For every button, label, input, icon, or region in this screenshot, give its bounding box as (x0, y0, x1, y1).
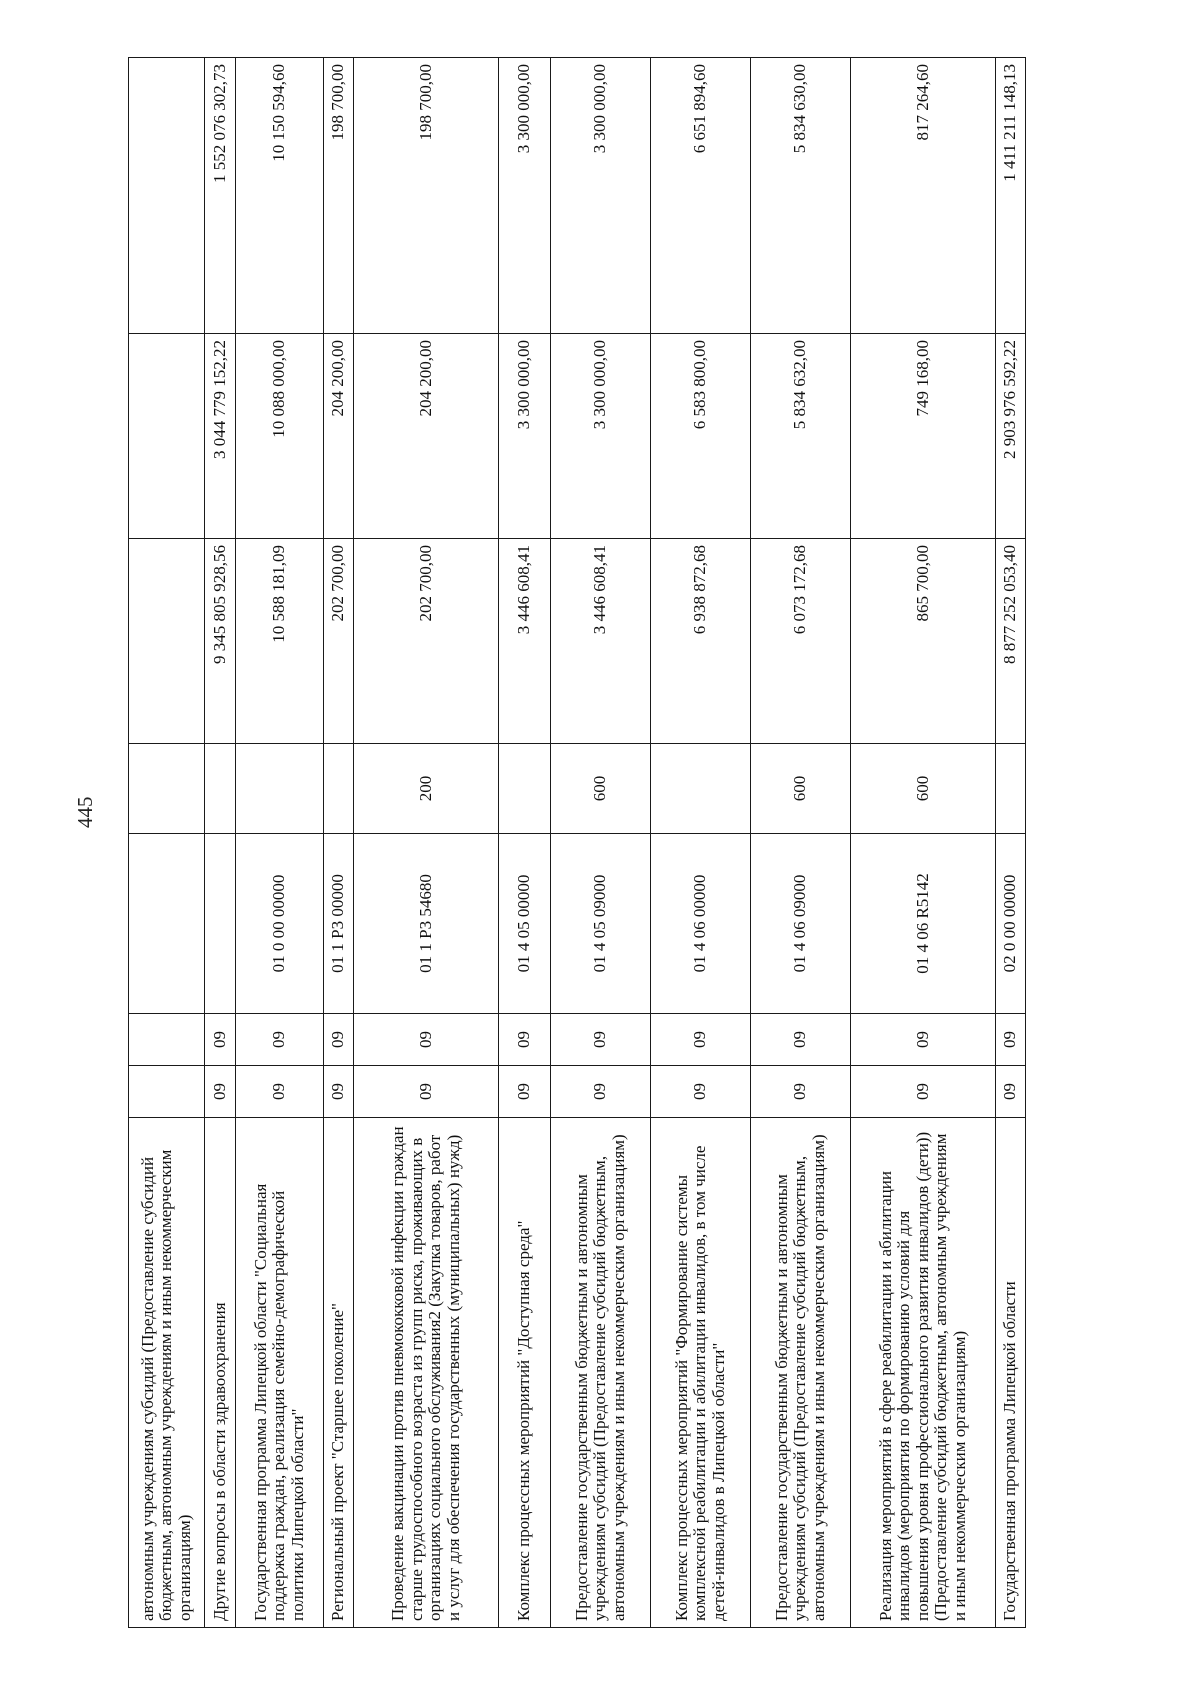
table-row (551, 58, 651, 1628)
row-sum-2: 10 088 000,00 (236, 334, 324, 539)
row-sum-2: 6 583 800,00 (651, 334, 751, 539)
row-name: Проведение вакцинации против пневмококковой инфекции граждан старше трудоспособного возраста из групп риска, проживающих в организациях социального обслуживания2 (Закупка товаров, работ и услуг для обеспечения государственных (муниципальных) нужд) (354, 1118, 499, 1628)
row-vr: 200 (354, 744, 499, 834)
table-row (996, 58, 1026, 1628)
row-glava: 09 (499, 1066, 551, 1118)
row-glava: 09 (651, 1066, 751, 1118)
row-name: автономным учреждениям субсидий (Предоставление субсидий бюджетным, автономным учреждениям и иным некоммерческим организациям) (129, 1118, 205, 1628)
row-csr: 01 1 P3 54680 (354, 834, 499, 1014)
row-sum-3: 198 700,00 (324, 58, 354, 334)
row-razdel: 09 (236, 1014, 324, 1066)
row-vr (651, 744, 751, 834)
row-vr (129, 744, 205, 834)
row-vr (499, 744, 551, 834)
row-sum-3: 5 834 630,00 (751, 58, 851, 334)
row-name: Другие вопросы в области здравоохранения (205, 1118, 236, 1628)
table-row (751, 58, 851, 1628)
row-sum-2: 3 044 779 152,22 (205, 334, 236, 539)
row-csr: 01 4 06 00000 (651, 834, 751, 1014)
row-vr (996, 744, 1026, 834)
row-razdel: 09 (551, 1014, 651, 1066)
row-name: Предоставление государственным бюджетным и автономным учреждениям субсидий (Предоставление субсидий бюджетным, автономным учреждениям и иным некоммерческим организациям) (751, 1118, 851, 1628)
row-sum-3: 3 300 000,00 (551, 58, 651, 334)
row-glava: 09 (851, 1066, 996, 1118)
row-razdel (129, 1014, 205, 1066)
table-row (499, 58, 551, 1628)
row-sum-2: 204 200,00 (354, 334, 499, 539)
row-name: Комплекс процессных мероприятий "Формирование системы комплексной реабилитации и абилитации инвалидов, в том числе детей-инвалидов в Липецкой области" (651, 1118, 751, 1628)
row-vr (236, 744, 324, 834)
row-razdel: 09 (851, 1014, 996, 1066)
row-sum-2: 5 834 632,00 (751, 334, 851, 539)
row-sum-1: 6 073 172,68 (751, 539, 851, 744)
row-glava: 09 (205, 1066, 236, 1118)
row-csr: 01 1 P3 00000 (324, 834, 354, 1014)
row-sum-3: 6 651 894,60 (651, 58, 751, 334)
table-row (354, 58, 499, 1628)
row-sum-3: 817 264,60 (851, 58, 996, 334)
row-glava (129, 1066, 205, 1118)
row-sum-1: 8 877 252 053,40 (996, 539, 1026, 744)
row-csr: 01 4 06 R5142 (851, 834, 996, 1014)
row-vr: 600 (851, 744, 996, 834)
row-glava: 09 (551, 1066, 651, 1118)
row-vr (205, 744, 236, 834)
row-razdel: 09 (996, 1014, 1026, 1066)
row-sum-1 (129, 539, 205, 744)
row-sum-2: 204 200,00 (324, 334, 354, 539)
row-name: Государственная программа Липецкой области (996, 1118, 1026, 1628)
row-razdel: 09 (205, 1014, 236, 1066)
row-name: Комплекс процессных мероприятий "Доступная среда" (499, 1118, 551, 1628)
page-number: 445 (73, 796, 97, 828)
row-name: Региональный проект "Старшее поколение" (324, 1118, 354, 1628)
row-csr: 01 4 05 09000 (551, 834, 651, 1014)
table-row (324, 58, 354, 1628)
row-sum-1: 10 588 181,09 (236, 539, 324, 744)
row-csr: 02 0 00 00000 (996, 834, 1026, 1014)
row-vr: 600 (751, 744, 851, 834)
row-sum-3 (129, 58, 205, 334)
row-sum-1: 202 700,00 (354, 539, 499, 744)
row-csr (129, 834, 205, 1014)
row-sum-1: 3 446 608,41 (499, 539, 551, 744)
row-name: Государственная программа Липецкой области "Социальная поддержка граждан, реализация семейно-демографической политики Липецкой области" (236, 1118, 324, 1628)
row-razdel: 09 (354, 1014, 499, 1066)
row-sum-1: 6 938 872,68 (651, 539, 751, 744)
row-sum-3: 1 411 211 148,13 (996, 58, 1026, 334)
table-row (236, 58, 324, 1628)
row-sum-3: 10 150 594,60 (236, 58, 324, 334)
row-glava: 09 (996, 1066, 1026, 1118)
row-sum-1: 3 446 608,41 (551, 539, 651, 744)
row-sum-2: 3 300 000,00 (551, 334, 651, 539)
row-sum-3: 1 552 076 302,73 (205, 58, 236, 334)
budget-table (128, 57, 1026, 1628)
row-csr: 01 4 06 09000 (751, 834, 851, 1014)
row-sum-2 (129, 334, 205, 539)
row-vr (324, 744, 354, 834)
row-vr: 600 (551, 744, 651, 834)
row-sum-1: 865 700,00 (851, 539, 996, 744)
table-row (205, 58, 236, 1628)
row-sum-2: 749 168,00 (851, 334, 996, 539)
row-glava: 09 (354, 1066, 499, 1118)
row-csr: 01 4 05 00000 (499, 834, 551, 1014)
row-razdel: 09 (751, 1014, 851, 1066)
row-name: Предоставление государственным бюджетным и автономным учреждениям субсидий (Предоставление субсидий бюджетным, автономным учреждениям и иным некоммерческим организациям) (551, 1118, 651, 1628)
row-name: Реализация мероприятий в сфере реабилитации и абилитации инвалидов (мероприятия по формированию условий для повышения уровня профессионального развития инвалидов (дети)) (Предоставление субсидий бюджетным, автономным учреждениям и иным некоммерческим организациям) (851, 1118, 996, 1628)
row-sum-2: 3 300 000,00 (499, 334, 551, 539)
row-sum-1: 202 700,00 (324, 539, 354, 744)
row-sum-3: 198 700,00 (354, 58, 499, 334)
row-razdel: 09 (651, 1014, 751, 1066)
table-row (651, 58, 751, 1628)
row-csr: 01 0 00 00000 (236, 834, 324, 1014)
rotated-table-container (128, 58, 1128, 1628)
table-row (129, 58, 205, 1628)
table-row (851, 58, 996, 1628)
row-sum-1: 9 345 805 928,56 (205, 539, 236, 744)
row-glava: 09 (236, 1066, 324, 1118)
row-glava: 09 (751, 1066, 851, 1118)
row-razdel: 09 (499, 1014, 551, 1066)
row-sum-3: 3 300 000,00 (499, 58, 551, 334)
row-razdel: 09 (324, 1014, 354, 1066)
row-sum-2: 2 903 976 592,22 (996, 334, 1026, 539)
row-glava: 09 (324, 1066, 354, 1118)
row-csr (205, 834, 236, 1014)
